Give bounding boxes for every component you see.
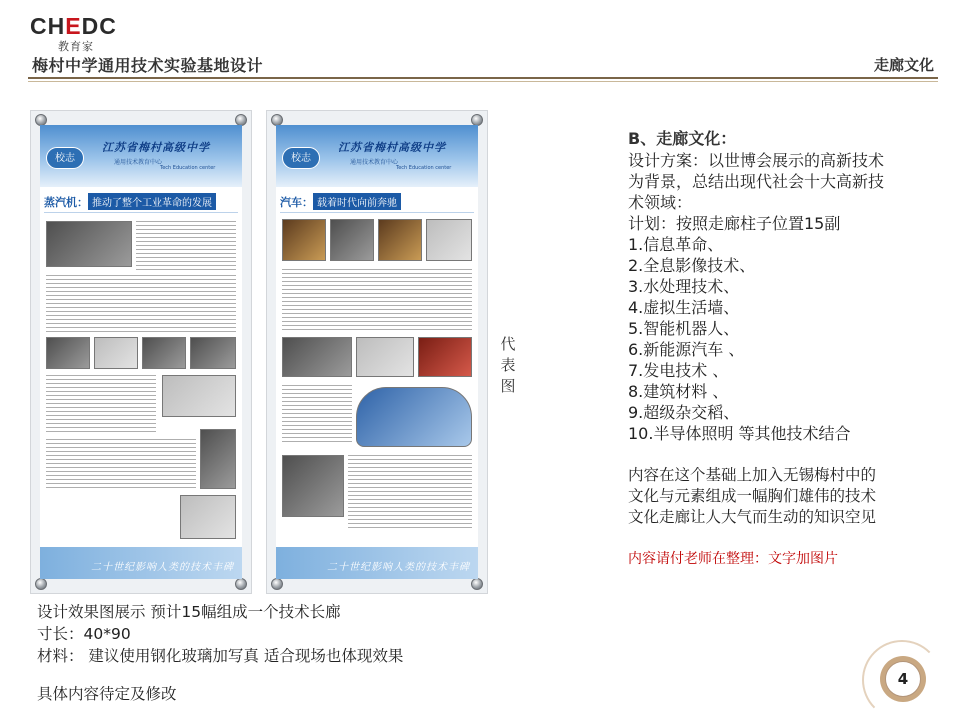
header-divider: [28, 77, 938, 79]
paragraph-line: 内容在这个基础上加入无锡梅村中的: [628, 466, 877, 484]
banner-footer-text: 二十世纪影响人类的技术丰碑: [327, 562, 470, 573]
bolt-icon: [271, 578, 283, 590]
banner-title-prefix: 汽车：: [280, 196, 313, 209]
page-number-badge: [880, 656, 926, 702]
banner-header: [40, 125, 242, 187]
banner-title-prefix: 蒸汽机：: [44, 196, 88, 209]
design-note-line: 具体内容待定及修改: [37, 685, 177, 703]
page-number: 4: [885, 661, 921, 697]
plan-line: 为背景，总结出现代社会十大高新技: [628, 172, 885, 191]
car-engine-image: [282, 455, 344, 517]
paragraph-line: 文化与元素组成一幅胸们雄伟的技术: [628, 487, 877, 505]
banner-center-name: 通用技术教育中心: [114, 159, 163, 166]
paragraph-line: 文化走廊让人大气而生动的知识空见: [628, 508, 877, 526]
design-notes: [37, 601, 497, 705]
design-note-line: 寸长：40*90: [37, 625, 131, 643]
logo: [30, 14, 130, 58]
vintage-car-image: [282, 219, 326, 261]
steam-locomotive-image: [46, 221, 132, 267]
body-text-block: [348, 455, 472, 529]
tech-list-item: 6.新能源汽车 、: [628, 340, 745, 359]
banner-automobile: [266, 110, 488, 594]
old-car-image: [418, 337, 472, 377]
bolt-icon: [471, 578, 483, 590]
plan-line: 计划：按照走廊柱子位置15副: [628, 214, 841, 233]
bolt-icon: [35, 578, 47, 590]
banner-school-name: 江苏省梅村高级中学: [102, 141, 210, 154]
section-title: 走廊文化: [873, 56, 934, 74]
editor-note: 内容请付老师在整理：文字加图片: [628, 551, 838, 567]
tech-list-item: 3.水处理技术、: [628, 277, 740, 296]
section-heading: B、走廊文化：: [628, 129, 737, 148]
vertical-caption: [498, 334, 518, 397]
logo-subtitle: 教育家: [58, 40, 94, 53]
banner-steam-engine: [30, 110, 252, 594]
logo-wordmark: CHEDC: [30, 13, 117, 39]
modern-car-image: [356, 387, 472, 447]
plan-line: 术领域：: [628, 193, 693, 212]
vertical-caption-char: 图: [500, 377, 516, 395]
banner-poster: [276, 125, 478, 579]
tech-list-item: 8.建筑材料 、: [628, 382, 729, 401]
banner-title: [280, 191, 474, 213]
tech-list-item: 1.信息革命、: [628, 235, 724, 254]
banner-footer: [276, 547, 478, 579]
vertical-caption-char: 代: [500, 335, 516, 353]
banner-title: [44, 191, 238, 213]
engine-image: [180, 495, 236, 539]
engine-diagram-image: [162, 375, 236, 417]
tech-list-item: 10.半导体照明 等其他技术结合: [628, 424, 851, 443]
header-divider-thin: [28, 81, 938, 82]
body-text-block: [46, 439, 196, 491]
body-text-block: [46, 275, 236, 333]
design-note-line: 材料： 建议使用钢化玻璃加写真 适合现场也体现效果: [37, 647, 404, 665]
tech-list-item: 7.发电技术 、: [628, 361, 729, 380]
vintage-car-image: [330, 219, 374, 261]
plan-line: 设计方案：以世博会展示的高新技术: [628, 151, 885, 170]
banner-center-name: 通用技术教育中心: [350, 159, 399, 166]
page-title: 梅村中学通用技术实验基地设计: [32, 56, 264, 75]
banner-title-main: 推动了整个工业革命的发展: [88, 193, 216, 210]
banner-header: [276, 125, 478, 187]
machine-image: [46, 337, 90, 369]
banner-center-name-en: Tech Education center: [160, 165, 216, 171]
banner-school-name: 江苏省梅村高级中学: [338, 141, 446, 154]
bolt-icon: [235, 578, 247, 590]
machine-image: [94, 337, 138, 369]
banner-badge: 校志: [282, 147, 320, 169]
corridor-culture-description: [628, 128, 940, 569]
design-note-line: 设计效果图展示 预计15幅组成一个技术长廊: [37, 603, 341, 621]
content-paragraph: [628, 465, 940, 528]
tech-list-item: 4.虚拟生活墙、: [628, 298, 740, 317]
banner-title-main: 载着时代向前奔驰: [313, 193, 401, 210]
body-text-block: [136, 221, 236, 271]
old-car-image: [356, 337, 414, 377]
body-text-block: [282, 269, 472, 331]
body-text-block: [46, 375, 156, 435]
vertical-caption-char: 表: [500, 356, 516, 374]
old-car-image: [282, 337, 352, 377]
machine-image: [142, 337, 186, 369]
banner-footer-text: 二十世纪影响人类的技术丰碑: [91, 562, 234, 573]
tech-list-item: 2.全息影像技术、: [628, 256, 756, 275]
banner-badge: 校志: [46, 147, 84, 169]
tech-list-item: 9.超级杂交稻、: [628, 403, 740, 422]
banner-footer: [40, 547, 242, 579]
banner-poster: [40, 125, 242, 579]
portrait-image: [200, 429, 236, 489]
vintage-car-image: [378, 219, 422, 261]
banner-center-name-en: Tech Education center: [396, 165, 452, 171]
vintage-car-image: [426, 219, 472, 261]
tech-list-item: 5.智能机器人、: [628, 319, 740, 338]
body-text-block: [282, 385, 352, 445]
machine-image: [190, 337, 236, 369]
